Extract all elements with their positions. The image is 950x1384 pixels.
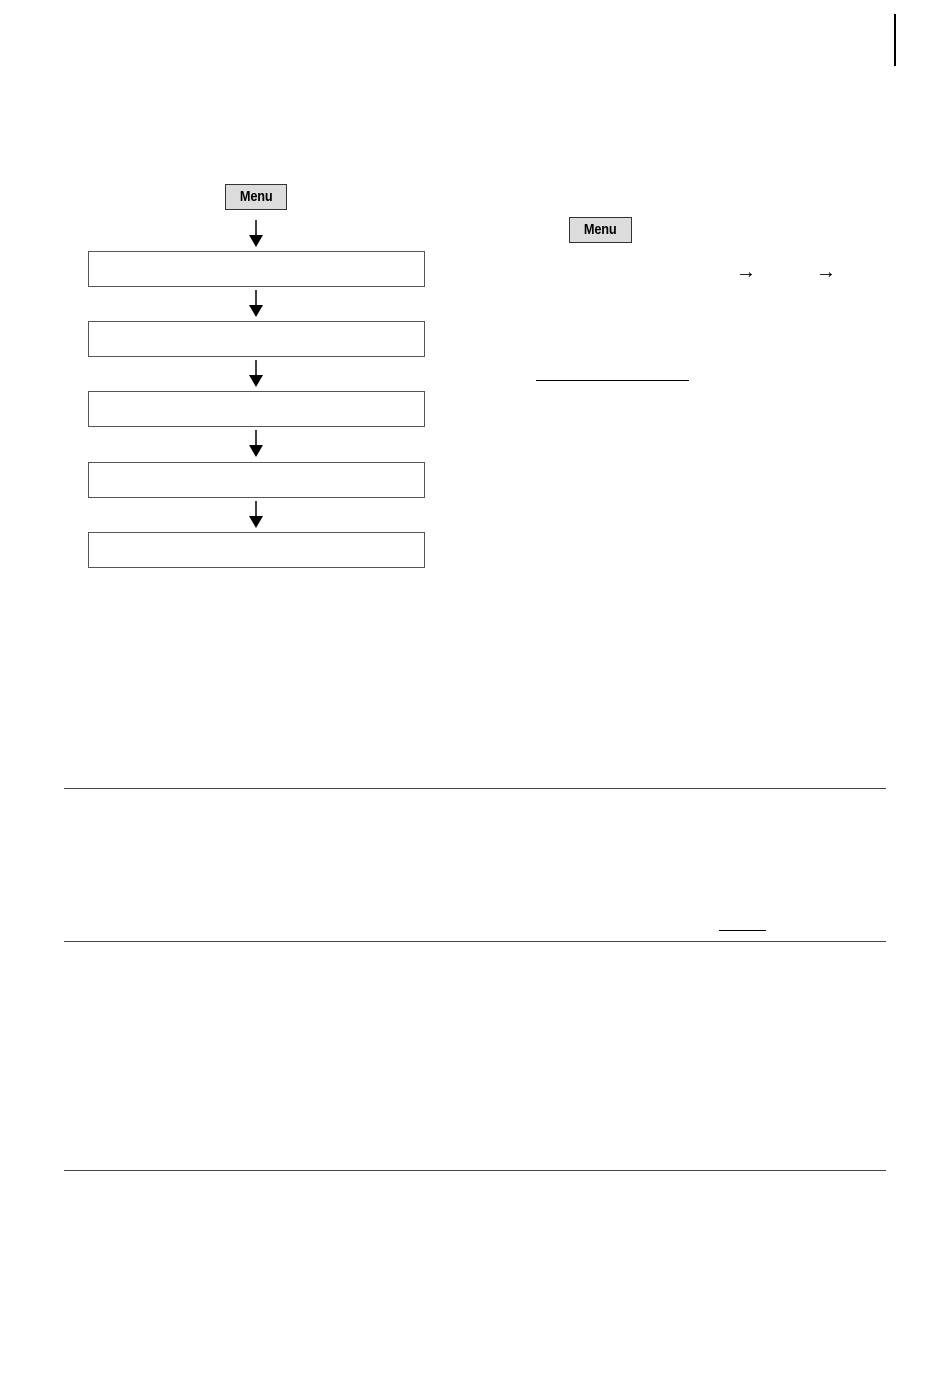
page-edge-marker xyxy=(894,14,896,66)
menu-key-icon: Menu xyxy=(225,184,287,210)
down-arrow-icon xyxy=(248,360,264,388)
flow-step-5 xyxy=(88,532,425,568)
down-arrow-icon xyxy=(248,290,264,318)
right-arrow-icon: → xyxy=(816,261,836,283)
down-arrow-icon xyxy=(248,220,264,248)
flow-step-3 xyxy=(88,391,425,427)
flow-step-2 xyxy=(88,321,425,357)
flow-step-1 xyxy=(88,251,425,287)
section-divider xyxy=(64,941,886,942)
underline-mark xyxy=(719,930,766,931)
section-divider xyxy=(64,1170,886,1171)
down-arrow-icon xyxy=(248,501,264,529)
flow-step-4 xyxy=(88,462,425,498)
menu-key-icon: Menu xyxy=(569,217,632,243)
underline-mark xyxy=(536,380,689,381)
section-divider xyxy=(64,788,886,789)
right-arrow-icon: → xyxy=(736,261,756,283)
down-arrow-icon xyxy=(248,430,264,458)
